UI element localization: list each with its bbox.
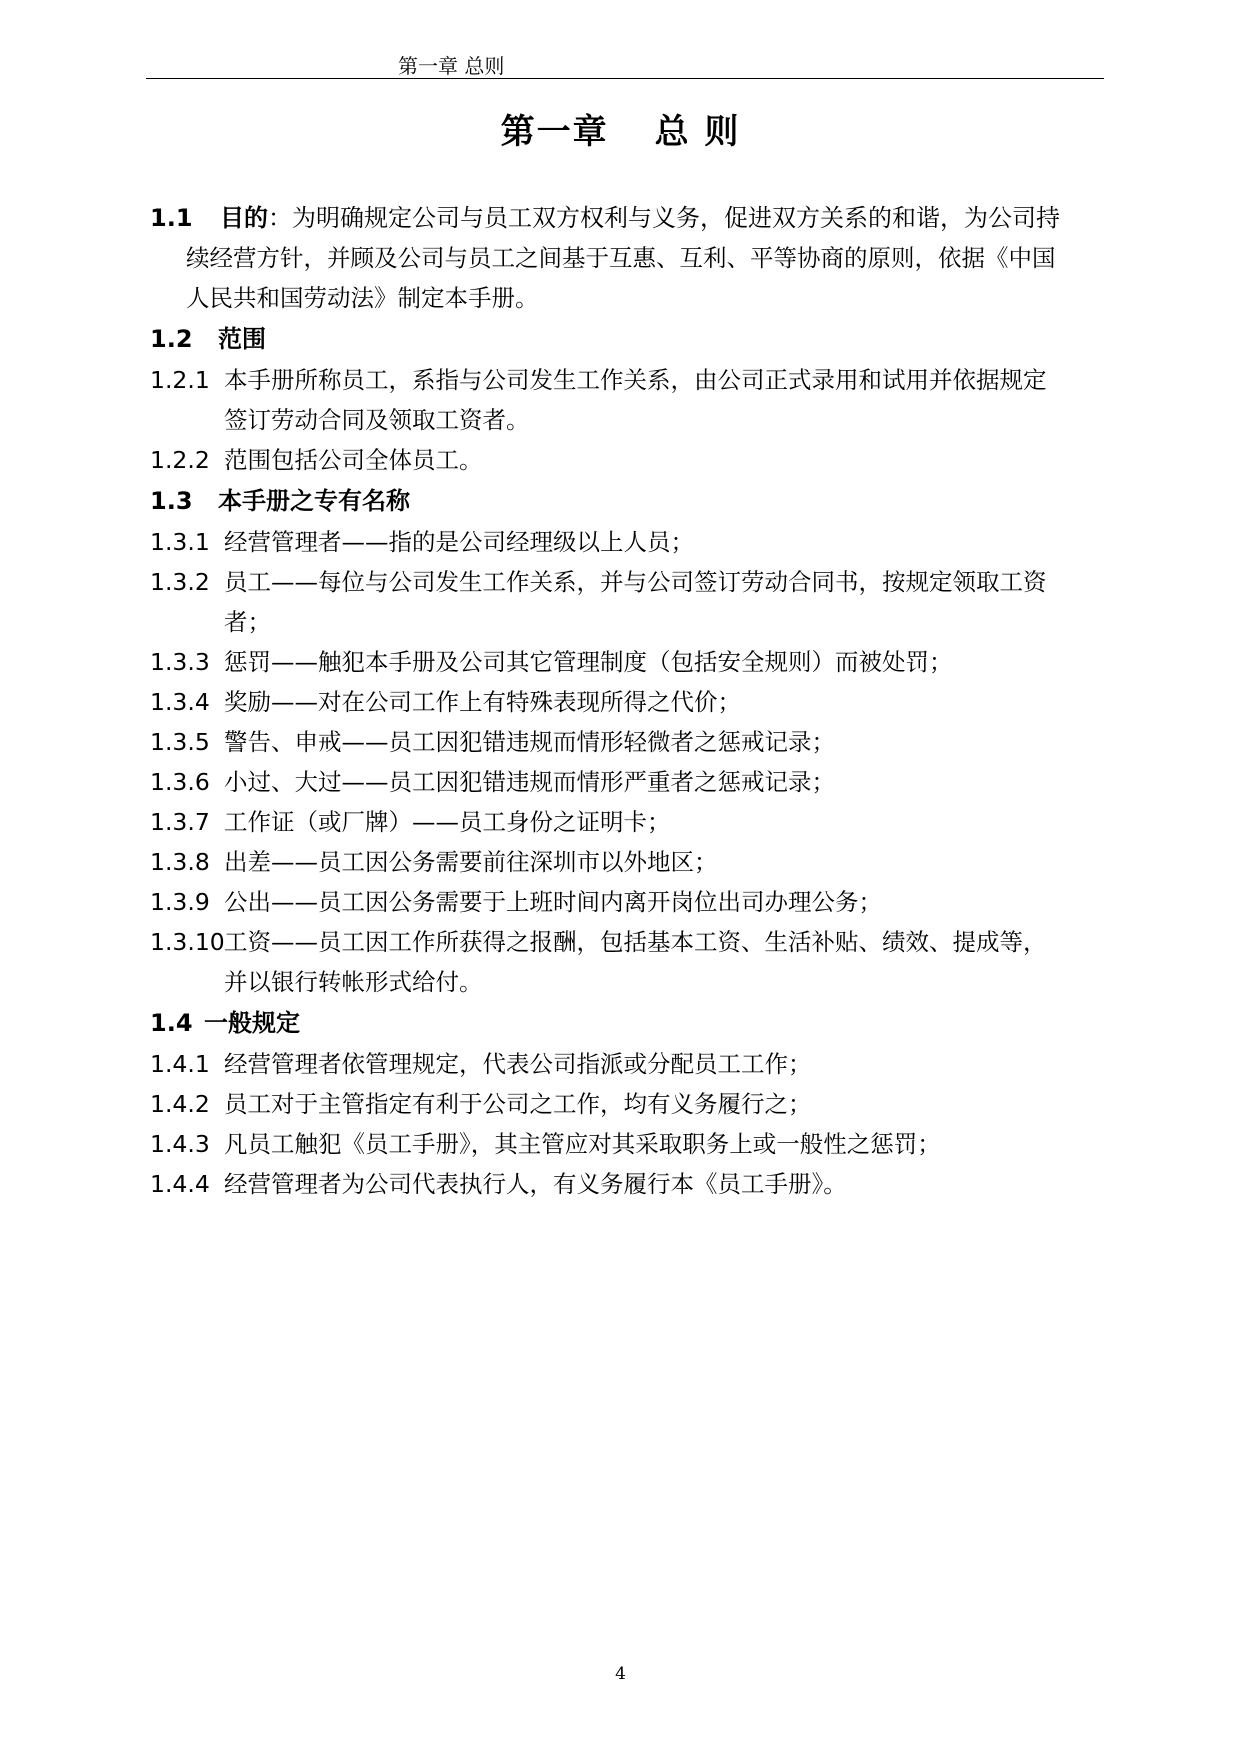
- running-header-text: 第一章 总则: [398, 54, 505, 78]
- section-number: 1.2: [150, 325, 193, 353]
- page-title-chapter: 第一章: [500, 112, 609, 152]
- clause-text-line: 凡员工触犯《员工手册》，其主管应对其采取职务上或一般性之惩罚；: [224, 1130, 941, 1158]
- running-header: [146, 48, 1104, 79]
- clause-number: 1.3.5: [150, 728, 210, 756]
- section-1-3-list: [150, 522, 1100, 1002]
- clause-number: 1.3.1: [150, 528, 210, 556]
- clause-text-line: 工作证（或厂牌）——员工身份之证明卡；: [224, 808, 671, 836]
- section-title: 一般规定: [204, 1009, 300, 1037]
- section-1-4-heading: [150, 1002, 1100, 1044]
- page-number: 4: [615, 1664, 626, 1684]
- section-1-2-heading: [150, 318, 1100, 360]
- section-1-1: [150, 198, 1100, 318]
- clause-item: [150, 522, 1100, 562]
- clause-text-line: 者；: [224, 608, 271, 636]
- section-title: 本手册之专有名称: [218, 487, 410, 515]
- clause-item: [150, 562, 1100, 642]
- section-number: 1.3: [150, 487, 193, 515]
- clause-item: [150, 1164, 1100, 1204]
- clause-number: 1.4.2: [150, 1090, 210, 1118]
- clause-item: [150, 842, 1100, 882]
- clause-number: 1.3.4: [150, 688, 210, 716]
- clause-item: [150, 922, 1100, 1002]
- clause-item: [150, 882, 1100, 922]
- clause-number: 1.3.10: [150, 928, 225, 956]
- clause-number: 1.4.3: [150, 1130, 210, 1158]
- clause-text-line: 本手册所称员工，系指与公司发生工作关系，由公司正式录用和试用并依据规定: [224, 366, 1047, 394]
- clause-text-line: 奖励——对在公司工作上有特殊表现所得之代价；: [224, 688, 741, 716]
- clause-number: 1.3.9: [150, 888, 210, 916]
- clause-number: 1.2.2: [150, 446, 210, 474]
- section-number: 1.4: [150, 1009, 193, 1037]
- clause-text-line: 范围包括公司全体员工。: [224, 446, 483, 474]
- clause-text-line: 工资——员工因工作所获得之报酬，包括基本工资、生活补贴、绩效、提成等，: [224, 928, 1047, 956]
- clause-number: 1.3.8: [150, 848, 210, 876]
- clause-item: [150, 642, 1100, 682]
- section-title: 目的: [220, 204, 268, 232]
- clause-number: 1.4.4: [150, 1170, 210, 1198]
- section-1-3-heading: [150, 480, 1100, 522]
- clause-number: 1.3.3: [150, 648, 210, 676]
- clause-number: 1.3.7: [150, 808, 210, 836]
- page-title-name: 总 则: [654, 112, 741, 152]
- clause-text-line: 出差——员工因公务需要前往深圳市以外地区；: [224, 848, 718, 876]
- clause-item: [150, 722, 1100, 762]
- clause-text-line: 惩罚——触犯本手册及公司其它管理制度（包括安全规则）而被处罚；: [224, 648, 953, 676]
- document-body: [150, 200, 1100, 1204]
- clause-text-line: 并以银行转帐形式给付。: [224, 968, 483, 996]
- section-text: ：为明确规定公司与员工双方权利与义务，促进双方关系的和谐，为公司持: [268, 204, 1060, 232]
- clause-number: 1.3.6: [150, 768, 210, 796]
- section-title: 范围: [218, 325, 266, 353]
- clause-item: [150, 360, 1100, 440]
- clause-text-line: 员工对于主管指定有利于公司之工作，均有义务履行之；: [224, 1090, 812, 1118]
- page-title: [0, 104, 1241, 153]
- section-1-4-list: [150, 1044, 1100, 1204]
- clause-text-line: 公出——员工因公务需要于上班时间内离开岗位出司办理公务；: [224, 888, 882, 916]
- section-1-1-line-2: 续经营方针，并顾及公司与员工之间基于互惠、互利、平等协商的原则，依据《中国: [186, 244, 1056, 272]
- clause-item: [150, 1084, 1100, 1124]
- clause-text-line: 小过、大过——员工因犯错违规而情形严重者之惩戒记录；: [224, 768, 835, 796]
- clause-item: [150, 802, 1100, 842]
- clause-text-line: 签订劳动合同及领取工资者。: [224, 406, 530, 434]
- clause-item: [150, 1124, 1100, 1164]
- section-1-1-line-1: [150, 198, 1100, 238]
- section-1-1-line-3: 人民共和国劳动法》制定本手册。: [186, 284, 539, 312]
- clause-number: 1.3.2: [150, 568, 210, 596]
- clause-text-line: 经营管理者——指的是公司经理级以上人员；: [224, 528, 694, 556]
- clause-text-line: 警告、申戒——员工因犯错违规而情形轻微者之惩戒记录；: [224, 728, 835, 756]
- section-number: 1.1: [150, 204, 193, 232]
- clause-item: [150, 440, 1100, 480]
- clause-text-line: 经营管理者为公司代表执行人，有义务履行本《员工手册》。: [224, 1170, 847, 1198]
- clause-item: [150, 762, 1100, 802]
- clause-item: [150, 1044, 1100, 1084]
- clause-text-line: 经营管理者依管理规定，代表公司指派或分配员工工作；: [224, 1050, 812, 1078]
- clause-number: 1.2.1: [150, 366, 210, 394]
- clause-text-line: 员工——每位与公司发生工作关系，并与公司签订劳动合同书，按规定领取工资: [224, 568, 1047, 596]
- clause-item: [150, 682, 1100, 722]
- clause-number: 1.4.1: [150, 1050, 210, 1078]
- section-1-2-list: [150, 360, 1100, 480]
